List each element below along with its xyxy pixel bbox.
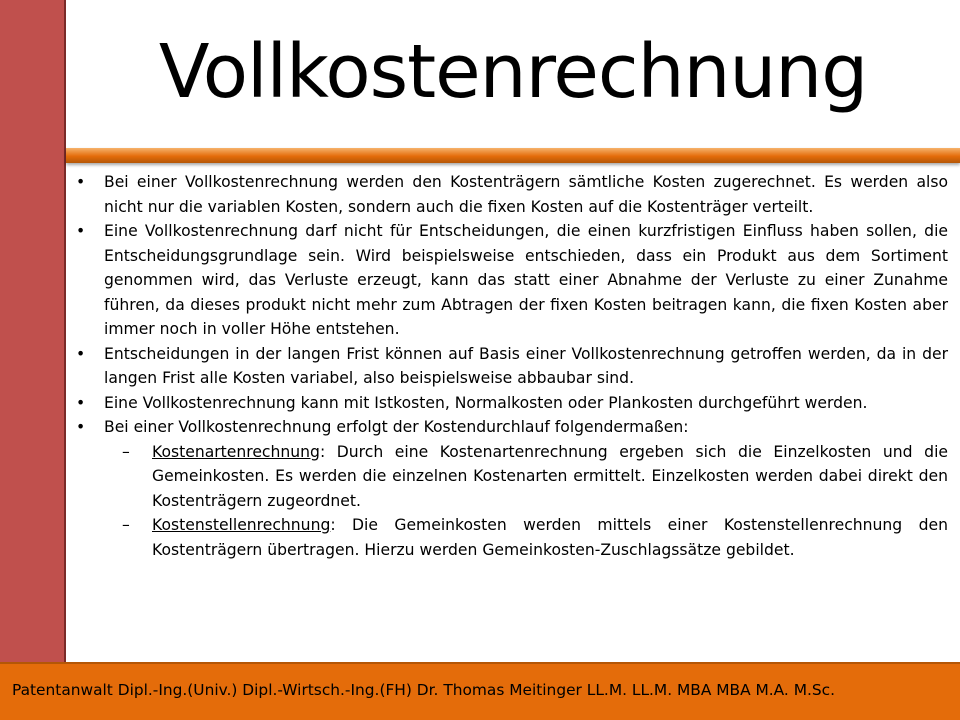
slide-title: Vollkostenrechnung [158, 29, 868, 115]
bullet-item: • Entscheidungen in der langen Frist können auf Basis einer Vollkostenrechnung getroffen werden, da in der langen Frist alle Kosten variabel, also beispielsweise abbaubar sind. [76, 342, 948, 391]
sub-bullet-item [76, 440, 948, 514]
left-accent-bar [0, 0, 66, 662]
slide-body [76, 170, 948, 562]
sub-bullet-text: : Die Gemeinkosten werden mittels einer Kostenstellenrechnung den Kostenträgern übertragen. Hierzu werden Gemeinkosten-Zuschlagssätze gebildet. [152, 516, 948, 559]
sub-bullet-text: : Durch eine Kostenartenrechnung ergeben sich die Einzelkosten und die Gemeinkosten. Es werden die einzelnen Kostenarten ermittelt. Einzelkosten werden dabei direkt den Kostenträgern zugeordnet. [152, 442, 948, 510]
sub-bullet-term: Kostenstellenrechnung [152, 516, 331, 534]
bullet-item: • Bei einer Vollkostenrechnung werden den Kostenträgern sämtliche Kosten zugerechnet. Es werden also nicht nur die variablen Kosten, sondern auch die fixen Kosten auf die Kostenträger verteilt. [76, 170, 948, 219]
footer-bar [0, 662, 960, 720]
bullet-list [76, 170, 948, 562]
footer-text: Patentanwalt Dipl.-Ing.(Univ.) Dipl.-Wirtsch.-Ing.(FH) Dr. Thomas Meitinger LL.M. LL.M. MBA MBA M.A. M.Sc. [12, 681, 836, 699]
sub-bullet-term: Kostenartenrechnung [152, 442, 320, 461]
bullet-item: • Eine Vollkostenrechnung kann mit Istkosten, Normalkosten oder Plankosten durchgeführt werden. [76, 391, 948, 416]
title-divider-bar [66, 148, 960, 163]
bullet-item: • Eine Vollkostenrechnung darf nicht für Entscheidungen, die einen kurzfristigen Einfluss haben sollen, die Entscheidungsgrundlage sein. Wird beispielsweise entschieden, dass ein Produkt aus dem Sortiment genommen wird, das Verluste erzeugt, kann das statt einer Abnahme der Verluste zu einer Zunahme führen, da dieses produkt nicht mehr zum Abtragen der fixen Kosten beitragen kann, die fixen Kosten aber immer noch in voller Höhe entstehen. [76, 219, 948, 342]
sub-bullet-item [76, 513, 948, 562]
bullet-item: • Bei einer Vollkostenrechnung erfolgt der Kostendurchlauf folgendermaßen: [76, 415, 948, 440]
